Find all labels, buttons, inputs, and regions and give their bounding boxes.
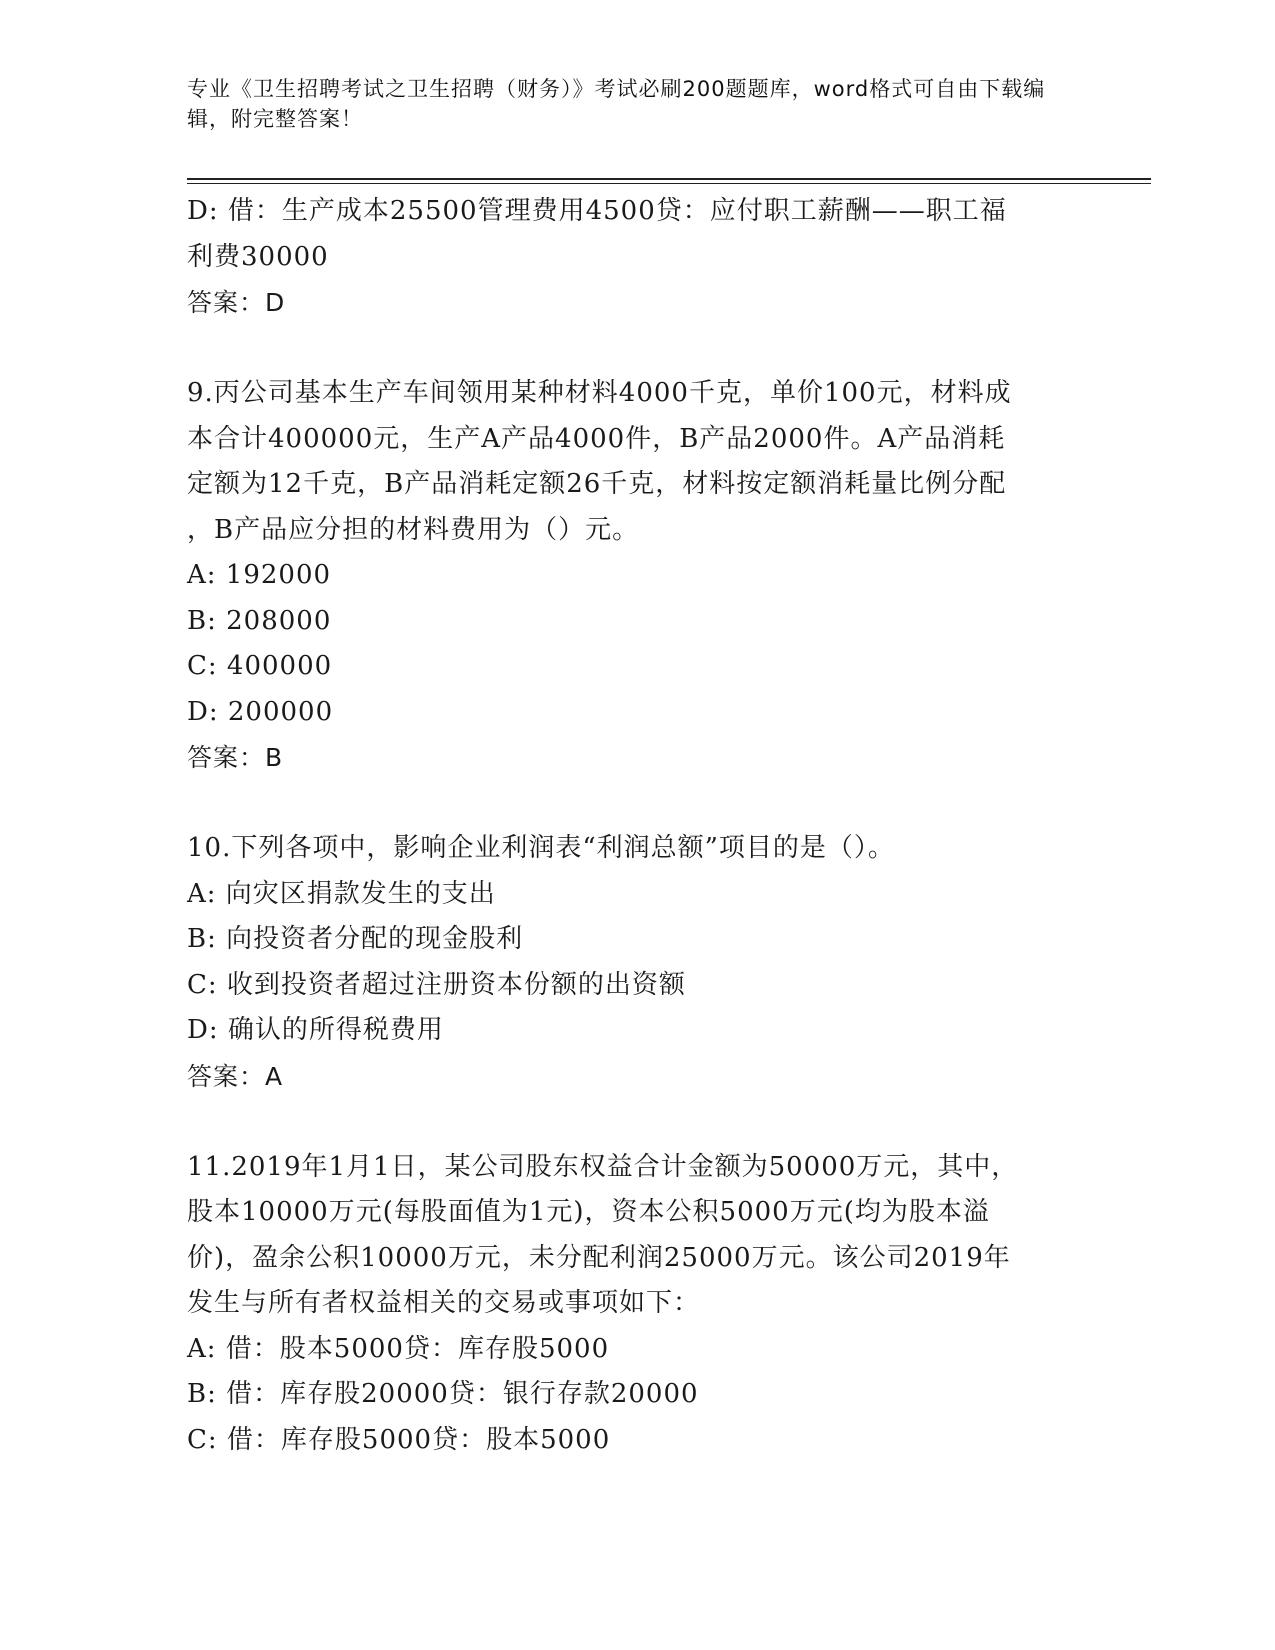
option-d-continued: 利费30000: [187, 241, 329, 272]
document-body: [187, 189, 1087, 1463]
option-b: B: 208000: [187, 605, 332, 636]
answer-label: 答案：D: [187, 288, 286, 317]
question-8-tail: [187, 189, 1087, 326]
question-text: 定额为12千克，B产品消耗定额26千克，材料按定额消耗量比例分配: [187, 469, 1007, 499]
option-b: B: 向投资者分配的现金股利: [187, 924, 524, 954]
question-text: ，B产品应分担的材料费用为（）元。: [187, 514, 640, 545]
option-a: A: 向灾区捐款发生的支出: [187, 878, 496, 909]
question-text: 10.下列各项中，影响企业利润表“利润总额”项目的是（）。: [187, 833, 895, 863]
question-10: [187, 826, 1087, 1099]
option-a: A: 借：股本5000贷：库存股5000: [187, 1333, 610, 1364]
spacer: [187, 1099, 1087, 1145]
option-c: C: 借：库存股5000贷：股本5000: [187, 1424, 611, 1455]
option-d: D: 确认的所得税费用: [187, 1015, 444, 1045]
option-c: C: 400000: [187, 651, 333, 681]
header-divider-thick: [187, 178, 1151, 180]
spacer: [187, 781, 1087, 827]
question-9: [187, 371, 1087, 781]
document-header: 专业《卫生招聘考试之卫生招聘（财务）》考试必刷200题题库，word格式可自由下载编辑，附完整答案！: [187, 77, 1046, 131]
option-d: D: 借：生产成本25500管理费用4500贷：应付职工薪酬——职工福: [187, 196, 1007, 226]
question-text: 9.丙公司基本生产车间领用某种材料4000千克，单价100元，材料成: [187, 378, 1012, 408]
option-c: C: 收到投资者超过注册资本份额的出资额: [187, 969, 686, 1000]
question-11: [187, 1145, 1087, 1464]
question-text: 本合计400000元，生产A产品4000件，B产品2000件。A产品消耗: [187, 423, 1006, 454]
question-text: 11.2019年1月1日，某公司股东权益合计金额为50000万元，其中，: [187, 1151, 1019, 1182]
question-text: 发生与所有者权益相关的交易或事项如下：: [187, 1288, 701, 1318]
option-b: B: 借：库存股20000贷：银行存款20000: [187, 1379, 699, 1409]
option-a: A: 192000: [187, 560, 332, 590]
question-text: 价)，盈余公积10000万元，未分配利润25000万元。该公司2019年: [187, 1242, 1011, 1273]
header-divider-thin: [187, 183, 1151, 184]
answer-label: 答案：A: [187, 1061, 284, 1091]
question-text: 股本10000万元(每股面值为1元)，资本公积5000万元(均为股本溢: [187, 1197, 990, 1227]
spacer: [187, 326, 1087, 372]
answer-label: 答案：B: [187, 743, 284, 772]
option-d: D: 200000: [187, 696, 334, 727]
